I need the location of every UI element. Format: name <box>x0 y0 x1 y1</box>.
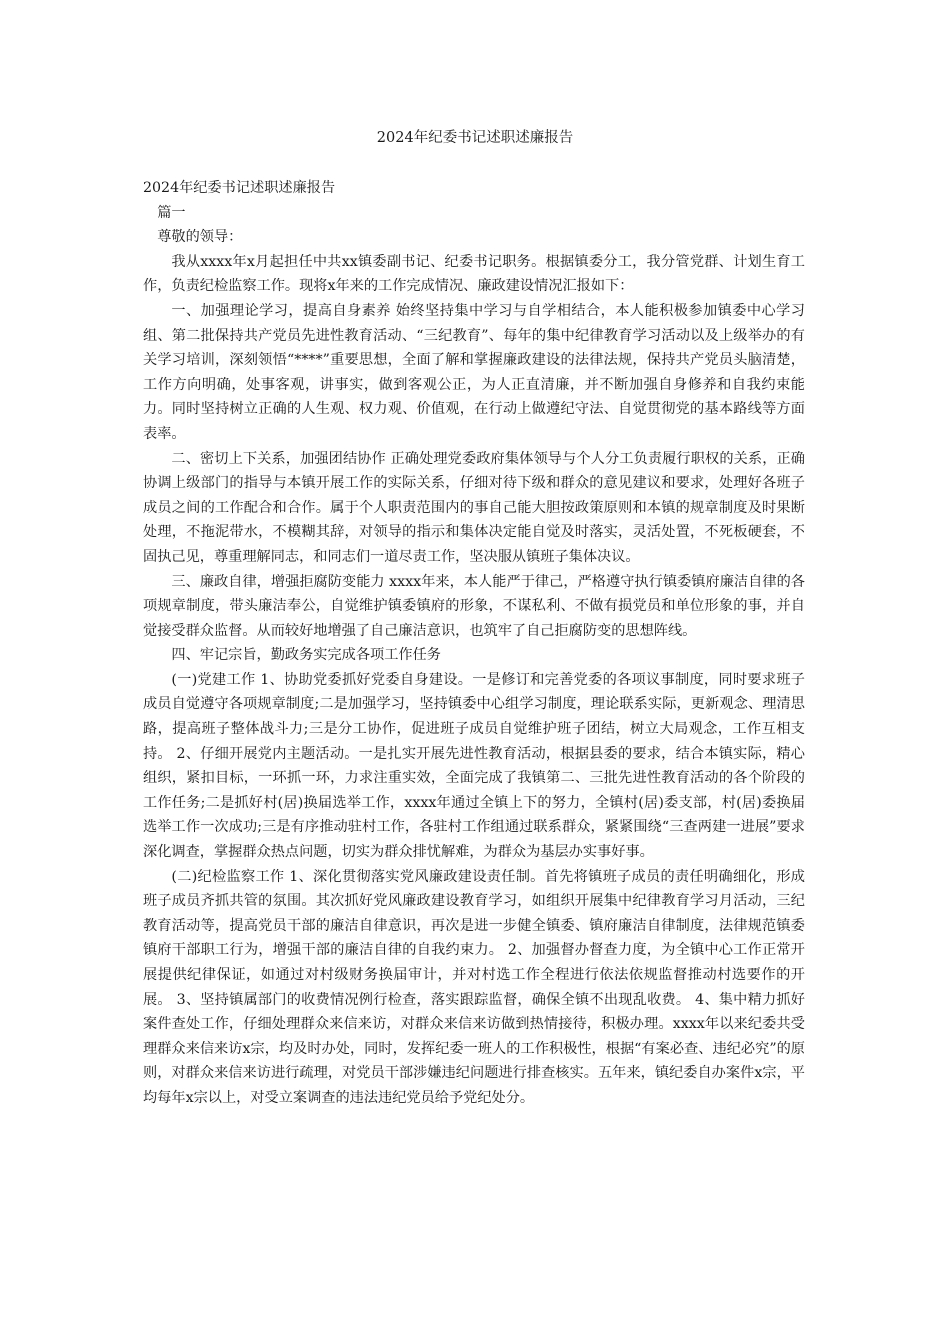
paragraph-work-tasks-heading: 四、牢记宗旨，勤政务实完成各项工作任务 <box>171 647 441 664</box>
paragraph-integrity-selfdiscipline: 三、廉政自律，增强拒腐防变能力 xxxx年来，本人能严于律己，严格遵守执行镇委镇府廉洁自律的各项规章制度，带头廉洁奉公，自觉维护镇委镇府的形象，不谋私利、不做有损党员和单位形象的事，并自觉接受群众监督。从而较好地增强了自己廉洁意识，也筑牢了自己拒腐防变的思想阵线。 <box>143 573 805 639</box>
salutation: 尊敬的领导： <box>157 229 243 246</box>
document-title: 2024年纪委书记述职述廉报告 <box>376 130 574 146</box>
paragraph-party-building: (一)党建工作 1、协助党委抓好党委自身建设。一是修订和完善党委的各项议事制度，同时要求班子成员自觉遵守各项规章制度;二是加强学习，坚持镇委中心组学习制度，理论联系实际，更新观念、理清思路，提高班子整体战斗力;三是分工协作，促进班子成员自觉维护班子团结，树立大局观念，工作互相支持。 2、仔细开展党内主题活动。一是扎实开展先进性教育活动，根据县委的要求，结合本镇实际，精心组织，紧扣目标，一环抓一环，力求注重实效，全面完成了我镇第二、三批先进性教育活动的各个阶段的工作任务;二是抓好村(居)换届选举工作，xxxx年通过全镇上下的努力，全镇村(居)委支部，村(居)委换届选举工作一次成功;三是有序推动驻村工作，各驻村工作组通过联系群众，紧紧围绕“三查两建一进展”要求深化调查，掌握群众热点问题，切实为群众排忧解难，为群众为基层办实事好事。 <box>143 671 805 861</box>
document-subtitle: 2024年纪委书记述职述廉报告 <box>143 180 336 196</box>
paragraph-unity-cooperation: 二、密切上下关系，加强团结协作 正确处理党委政府集体领导与个人分工负责履行职权的关系，正确协调上级部门的指导与本镇开展工作的实际关系，仔细对待下级和群众的意见建议和要求，处理好各班子成员之间的工作配合和合作。属于个人职责范围内的事自己能大胆按政策原则和本镇的规章制度及时果断处理，不拖泥带水，不模糊其辞，对领导的指示和集体决定能自觉及时落实，灵活处置，不死板硬套，不固执己见，尊重理解同志，和同志们一道尽责工作，坚决服从镇班子集体决议。 <box>143 450 805 565</box>
paragraph-intro: 我从xxxx年x月起担任中共xx镇委副书记、纪委书记职务。根据镇委分工，我分管党群、计划生育工作，负责纪检监察工作。现将x年来的工作完成情况、廉政建设情况汇报如下： <box>143 253 805 295</box>
paragraph-theory-study: 一、加强理论学习，提高自身素养 始终坚持集中学习与自学相结合，本人能积极参加镇委中心学习组、第二批保持共产党员先进性教育活动、“三纪教育”、每年的集中纪律教育学习活动以及上级举办的有关学习培训，深刻领悟“****”重要思想，全面了解和掌握廉政建设的法律法规，保持共产党员头脑清楚，工作方向明确，处事客观，讲事实，做到客观公正，为人正直清廉，并不断加强自身修养和自我约束能力。同时坚持树立正确的人生观、权力观、价值观，在行动上做遵纪守法、自觉贯彻党的基本路线等方面表率。 <box>143 302 805 442</box>
document-body <box>143 176 805 1111</box>
paragraph-discipline-inspection: (二)纪检监察工作 1、深化贯彻落实党风廉政建设责任制。首先将镇班子成员的责任明确细化，形成班子成员齐抓共管的氛围。其次抓好党风廉政建设教育学习，如组织开展集中纪律教育学习月活动，三纪教育活动等，提高党员干部的廉洁自律意识，再次是进一步健全镇委、镇府廉洁自律制度，法律规范镇委镇府干部职工行为，增强干部的廉洁自律的自我约束力。 2、加强督办督查力度，为全镇中心工作正常开展提供纪律保证，如通过对村级财务换届审计，并对村选工作全程进行依法依规监督推动村选要作的开展。 3、坚持镇属部门的收费情况例行检查，落实跟踪监督，确保全镇不出现乱收费。 4、集中精力抓好案件查处工作，仔细处理群众来信来访，对群众来信来访做到热情接待，积极办理。xxxx年以来纪委共受理群众来信来访x宗，均及时办处，同时，发挥纪委一班人的工作积极性，根据“有案必查、违纪必究”的原则，对群众来信来访进行疏理，对党员干部涉嫌违纪问题进行排查核实。五年来，镇纪委自办案件x宗，平均每年x宗以上，对受立案调查的违法违纪党员给予党纪处分。 <box>143 868 805 1106</box>
section-label: 篇一 <box>157 204 186 221</box>
